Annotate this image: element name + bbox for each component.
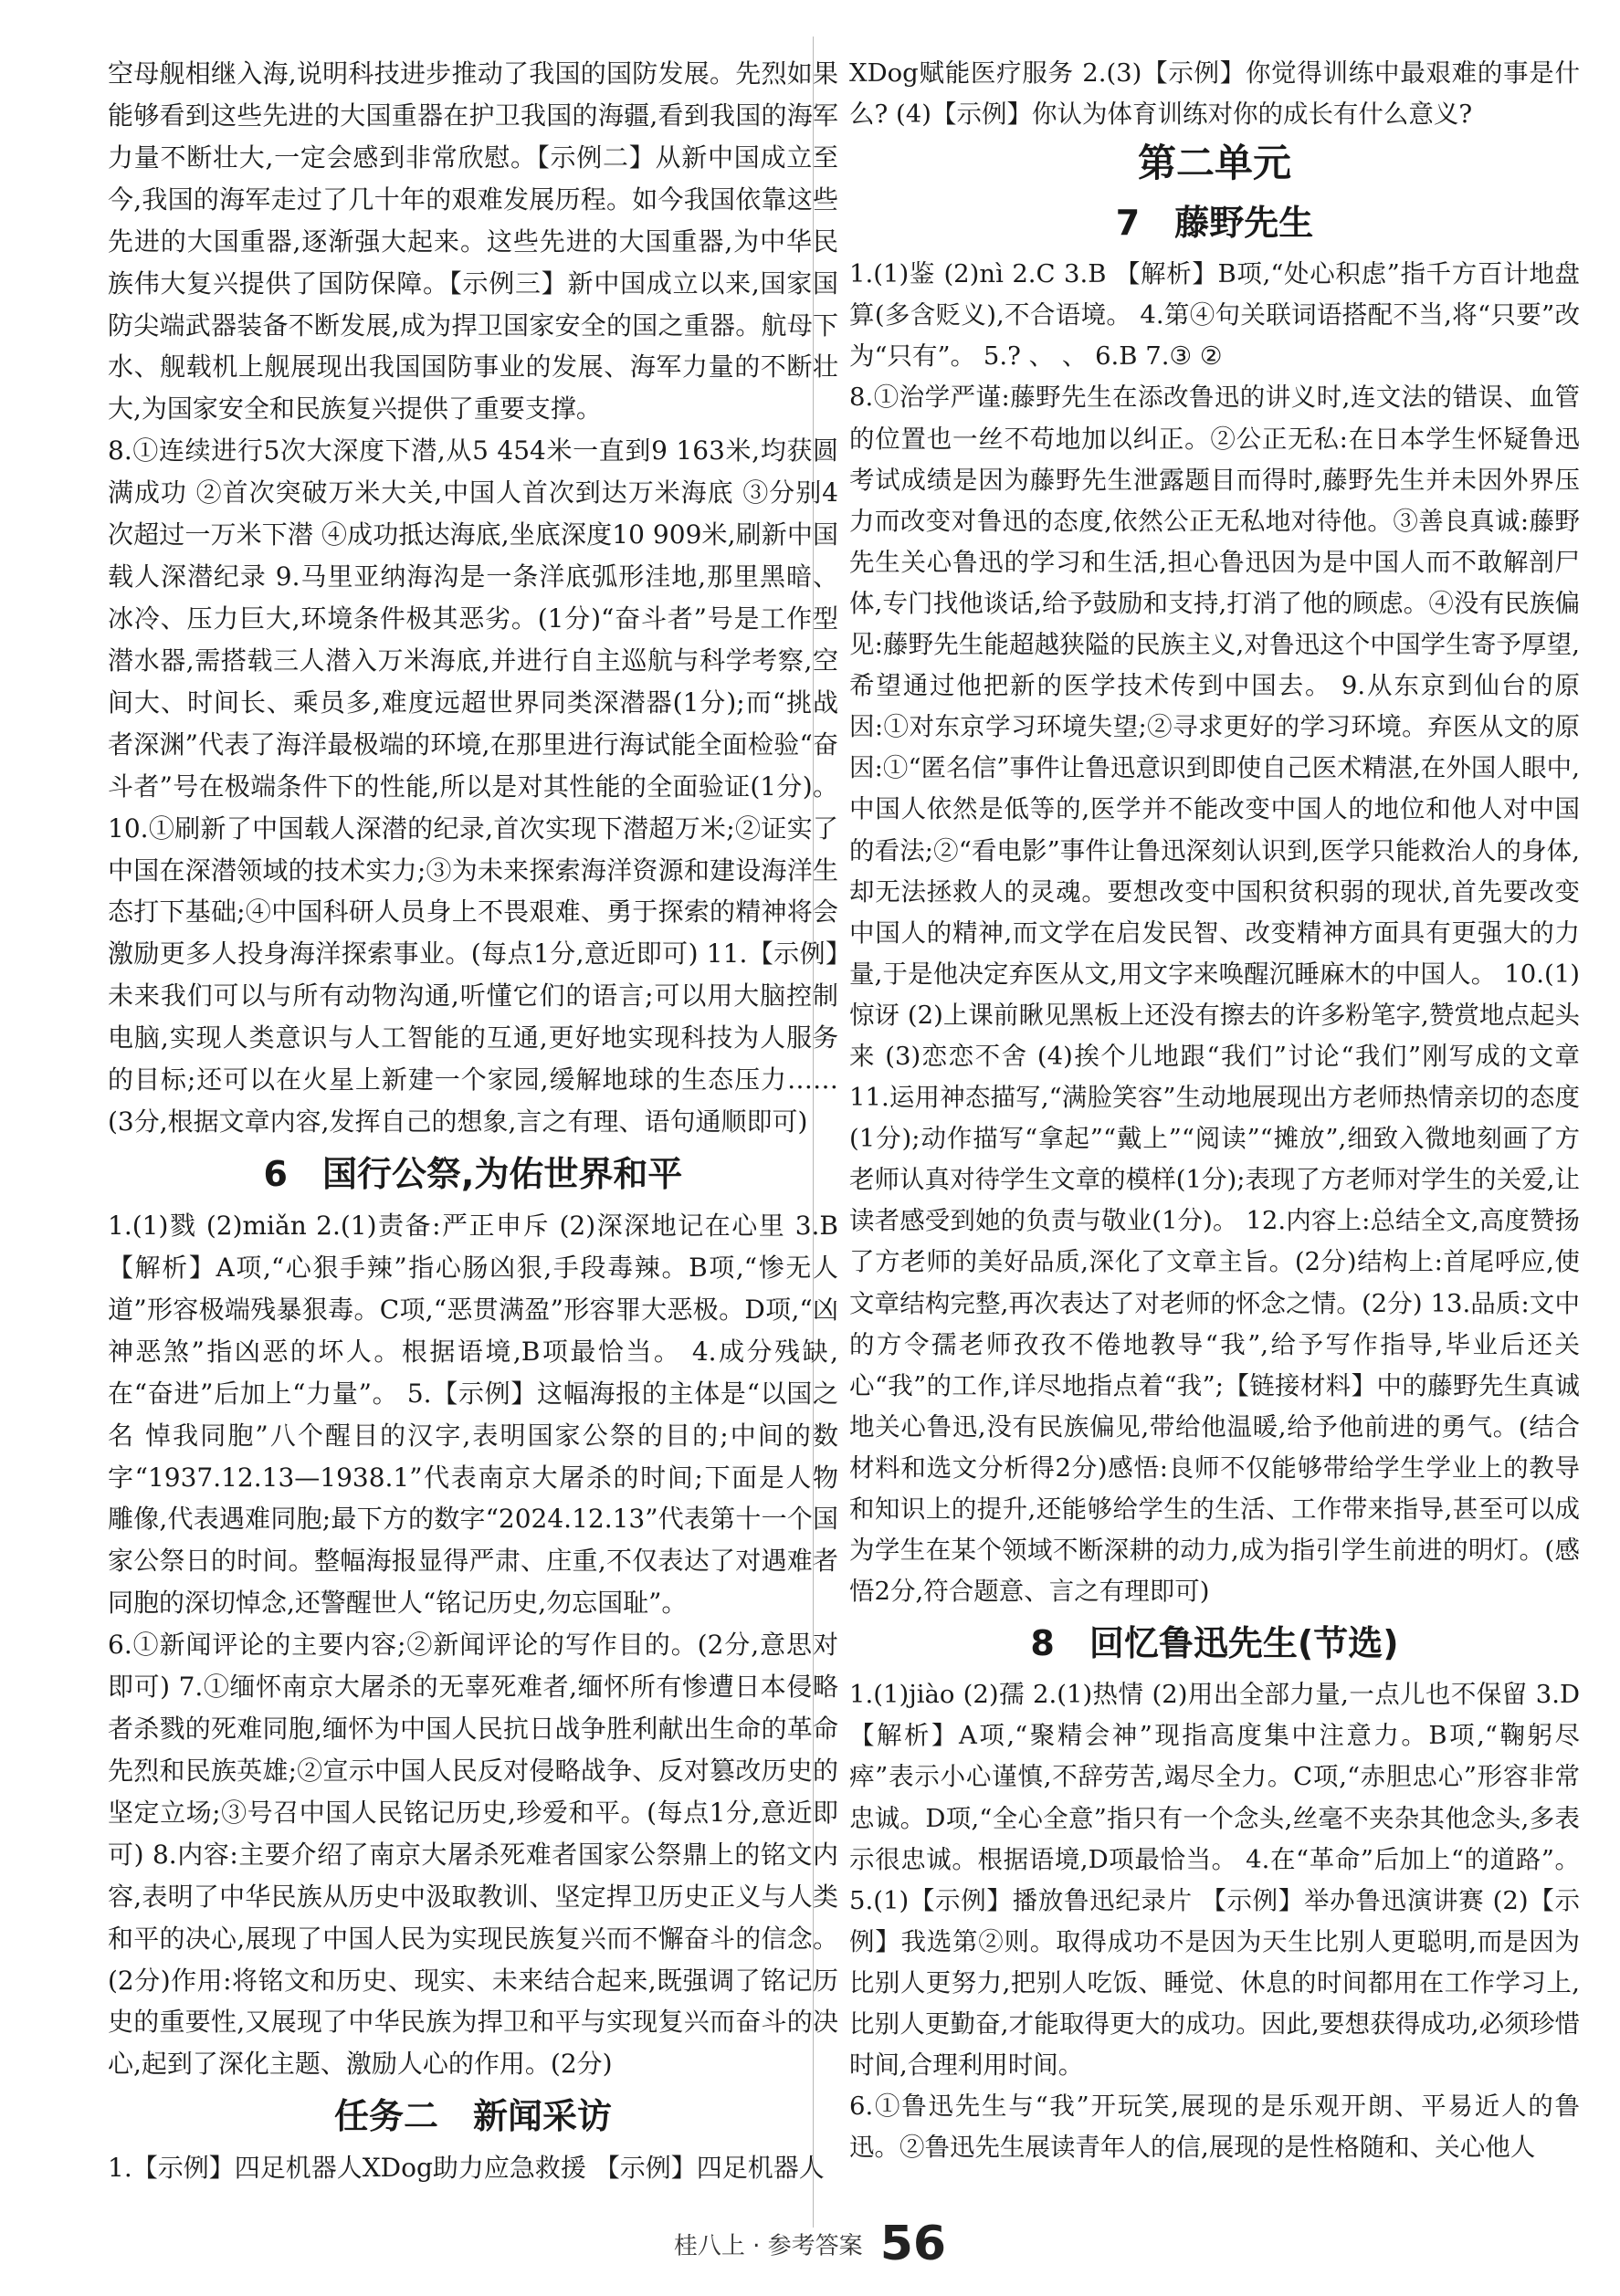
page-number: 56	[879, 2217, 947, 2271]
footer-label: 桂八上 · 参考答案	[673, 2232, 863, 2260]
answer-block: XDog赋能医疗服务 2.(3)【示例】你觉得训练中最艰难的事是什么? (4)【示例】你认为体育训练对你的成长有什么意义?	[849, 58, 1580, 130]
answer-block: 8.①治学严谨:藤野先生在添改鲁迅的讲义时,连文法的错误、血管的位置也一丝不苟地加以纠正。②公正无私:在日本学生怀疑鲁迅考试成绩是因为藤野先生泄露题目而得时,藤野先生并未因外界压力而改变对鲁迅的态度,依然公正无私地对待他。③善良真诚:藤野先生关心鲁迅的学习和生活,担心鲁迅因为是中国人而不敢解剖尸体,专门找他谈话,给予鼓励和支持,打消了他的顾虑。④没有民族偏见:藤野先生能超越狭隘的民族主义,对鲁迅这个中国学生寄予厚望,希望通过他把新的医学技术传到中国去。 9.从东京到仙台的原因:①对东京学习环境失望;②寻求更好的学习环境。弃医从文的原因:①“匿名信”事件让鲁迅意识到即使自己医术精湛,在外国人眼中,中国人依然是低等的,医学并不能改变中国人的地位和他人对中国的看法;②“看电影”事件让鲁迅深刻认识到,医学只能救治人的身体,却无法拯救人的灵魂。要想改变中国积贫积弱的现状,首先要改变中国人的精神,而文学在启发民智、改变精神方面具有更强大的力量,于是他决定弃医从文,用文字来唤醒沉睡麻木的中国人。 10.(1)惊讶 (2)上课前瞅见黑板上还没有擦去的许多粉笔字,赞赏地点起头来 (3)恋恋不舍 (4)挨个儿地跟“我们”讨论“我们”刚写成的文章 11.运用神态描写,“满脸笑容”生动地展现出方老师热情亲切的态度(1分);动作描写“拿起”“戴上”“阅读”“摊放”,细致入微地刻画了方老师认真对待学生文章的模样(1分);表现了方老师对学生的关爱,让读者感受到她的负责与敬业(1分)。 12.内容上:总结全文,高度赞扬了方老师的美好品质,深化了文章主旨。(2分)结构上:首尾呼应,使文章结构完整,再次表达了对老师的怀念之情。(2分) 13.品质:文中的方令孺老师孜孜不倦地教导“我”,给予写作指导,毕业后还关心“我”的工作,详尽地指点着“我”;【链接材料】中的藤野先生真诚地关心鲁迅,没有民族偏见,带给他温暖,给予他前进的勇气。(结合材料和选文分析得2分)感悟:良师不仅能够带给学生学业上的教导和知识上的提升,还能够给学生的生活、工作带来指导,甚至可以成为学生在某个领域不断深耕的动力,成为指引学生前进的明灯。(感悟2分,符合题意、言之有理即可)	[849, 383, 1580, 1607]
page-footer	[0, 2217, 1620, 2271]
left-column	[108, 53, 838, 2189]
lesson-title: 6 国行公祭,为佑世界和平	[263, 1153, 683, 1194]
lesson-title: 7 藤野先生	[1115, 203, 1314, 244]
right-column	[849, 53, 1580, 2168]
answer-block: 1.(1)鉴 (2)nì 2.C 3.B 【解析】B项,“处心积虑”指千方百计地盘算(多含贬义),不合语境。 4.第④句关联词语搭配不当,将“只要”改为“只有”。 5.? 、 、 6.B 7.③ ②	[849, 259, 1580, 372]
lesson-title: 8 回忆鲁迅先生(节选)	[1030, 1623, 1399, 1664]
answer-block: 空母舰相继入海,说明科技进步推动了我国的国防发展。先烈如果能够看到这些先进的大国重器在护卫我国的海疆,看到我国的海军力量不断壮大,一定会感到非常欣慰。【示例二】从新中国成立至今,我国的海军走过了几十年的艰难发展历程。如今我国依靠这些先进的大国重器,逐渐强大起来。这些先进的大国重器,为中华民族伟大复兴提供了国防保障。【示例三】新中国成立以来,国家国防尖端武器装备不断发展,成为捍卫国家安全的国之重器。航母下水、舰载机上舰展现出我国国防事业的发展、海军力量的不断壮大,为国家安全和民族复兴提供了重要支撑。	[108, 58, 838, 425]
answer-block: 1.【示例】四足机器人XDog助力应急救援 【示例】四足机器人	[108, 2153, 825, 2184]
answer-block: 6.①鲁迅先生与“我”开玩笑,展现的是乐观开朗、平易近人的鲁迅。②鲁迅先生展读青年人的信,展现的是性格随和、关心他人	[849, 2092, 1580, 2163]
unit-title: 第二单元	[1137, 141, 1291, 186]
answer-block: 6.①新闻评论的主要内容;②新闻评论的写作目的。(2分,意思对即可) 7.①缅怀南京大屠杀的无辜死难者,缅怀所有惨遭日本侵略者杀戮的死难同胞,缅怀为中国人民抗日战争胜利献出生命的革命先烈和民族英雄;②宣示中国人民反对侵略战争、反对篡改历史的坚定立场;③号召中国人民铭记历史,珍爱和平。(每点1分,意近即可) 8.内容:主要介绍了南京大屠杀死难者国家公祭鼎上的铭文内容,表明了中华民族从历史中汲取教训、坚定捍卫历史正义与人类和平的决心,展现了中国人民为实现民族复兴而不懈奋斗的信念。(2分)作用:将铭文和历史、现实、未来结合起来,既强调了铭记历史的重要性,又展现了中华民族为捍卫和平与实现复兴而奋斗的决心,起到了深化主题、激励人心的作用。(2分)	[108, 1630, 838, 2080]
answer-block: 1.(1)jiào (2)孺 2.(1)热情 (2)用出全部力量,一点儿也不保留 3.D 【解析】A项,“聚精会神”现指高度集中注意力。B项,“鞠躬尽瘁”表示小心谨慎,不辞劳苦,竭尽全力。C项,“赤胆忠心”形容非常忠诚。D项,“全心全意”指只有一个念头,丝毫不夹杂其他念头,多表示很忠诚。根据语境,D项最恰当。 4.在“革命”后加上“的道路”。 5.(1)【示例】播放鲁迅纪录片 【示例】举办鲁迅演讲赛 (2)【示例】我选第②则。取得成功不是因为天生比别人更聪明,而是因为比别人更努力,把别人吃饭、睡觉、休息的时间都用在工作学习上,比别人更勤奋,才能取得更大的成功。因此,要想获得成功,必须珍惜时间,合理利用时间。	[849, 1680, 1580, 2081]
answer-block: 1.(1)戮 (2)miǎn 2.(1)责备:严正申斥 (2)深深地记在心里 3.B 【解析】A项,“心狠手辣”指心肠凶狠,手段毒辣。B项,“惨无人道”形容极端残暴狠毒。C项,“恶贯满盈”形容罪大恶极。D项,“凶神恶煞”指凶恶的坏人。根据语境,B项最恰当。 4.成分残缺,在“奋进”后加上“力量”。 5.【示例】这幅海报的主体是“以国之名 悼我同胞”八个醒目的汉字,表明国家公祭的目的;中间的数字“1937.12.13—1938.1”代表南京大屠杀的时间;下面是人物雕像,代表遇难同胞;最下方的数字“2024.12.13”代表第十一个国家公祭日的时间。整幅海报显得严肃、庄重,不仅表达了对遇难者同胞的深切悼念,还警醒世人“铭记历史,勿忘国耻”。	[108, 1210, 838, 1619]
answer-block: 8.①连续进行5次大深度下潜,从5 454米一直到9 163米,均获圆满成功 ②首次突破万米大关,中国人首次到达万米海底 ③分别4次超过一万米下潜 ④成功抵达海底,坐底深度10 909米,刷新中国载人深潜纪录 9.马里亚纳海沟是一条洋底弧形洼地,那里黑暗、冰冷、压力巨大,环境条件极其恶劣。(1分)“奋斗者”号是工作型潜水器,需搭载三人潜入万米海底,并进行自主巡航与科学考察,空间大、时间长、乘员多,难度远超世界同类深潜器(1分);而“挑战者深渊”代表了海洋最极端的环境,在那里进行海试能全面检验“奋斗者”号在极端条件下的性能,所以是对其性能的全面验证(1分)。 10.①刷新了中国载人深潜的纪录,首次实现下潜超万米;②证实了中国在深潜领域的技术实力;③为未来探索海洋资源和建设海洋生态打下基础;④中国科研人员身上不畏艰难、勇于探索的精神将会激励更多人投身海洋探索事业。(每点1分,意近即可) 11.【示例】未来我们可以与所有动物沟通,听懂它们的语言;可以用大脑控制电脑,实现人类意识与人工智能的互通,更好地实现科技为人服务的目标;还可以在火星上新建一个家园,缓解地球的生态压力……(3分,根据文章内容,发挥自己的想象,言之有理、语句通顺即可)	[108, 435, 838, 1138]
task-title: 任务二 新闻采访	[333, 2096, 612, 2137]
